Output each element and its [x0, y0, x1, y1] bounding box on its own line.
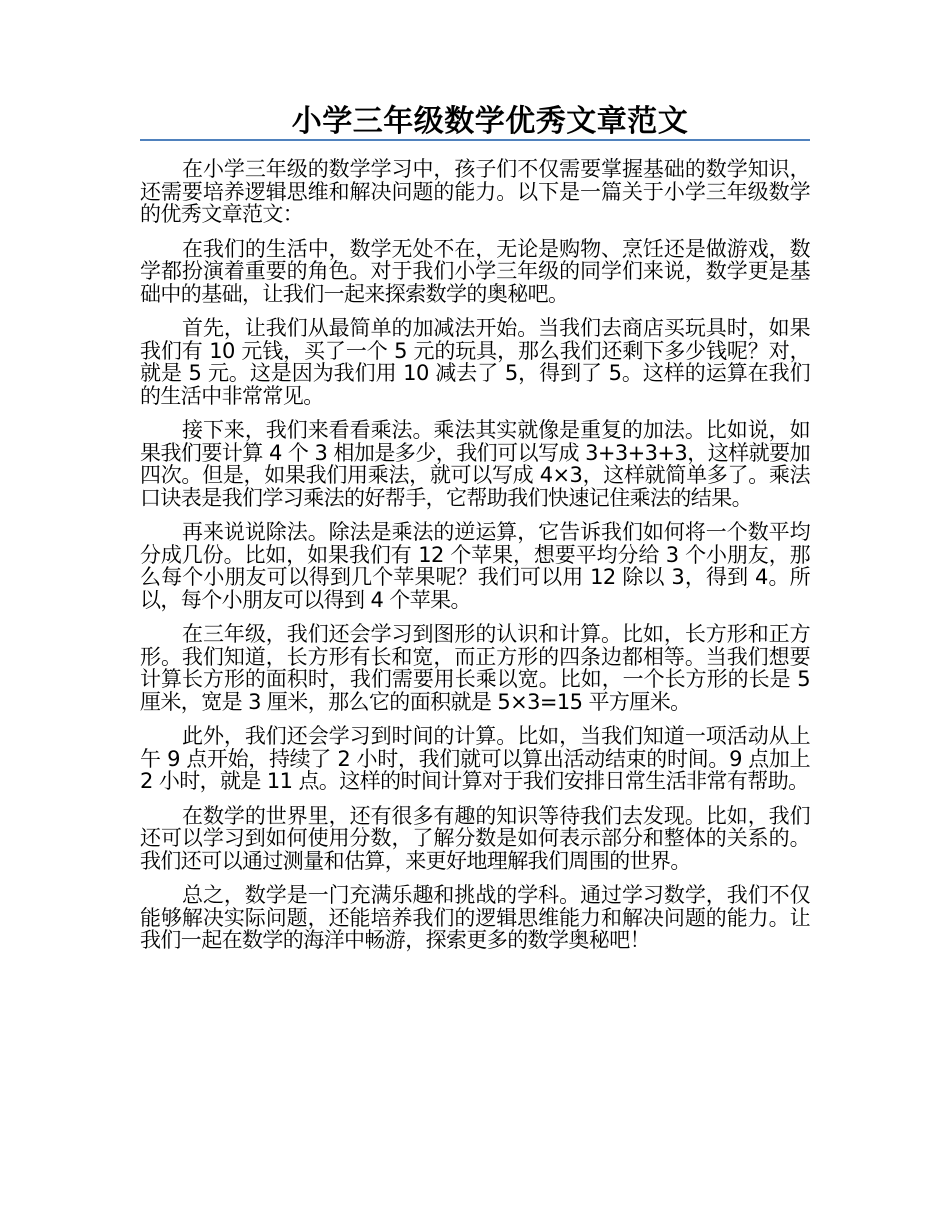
- document-title: 小学三年级数学优秀文章范文: [291, 104, 689, 139]
- title-underline-rule: [140, 139, 810, 141]
- paragraph-fractions: 在数学的世界里，还有很多有趣的知识等待我们去发现。比如，我们还可以学习到如何使用分数，了解分数是如何表示部分和整体的关系的。我们还可以通过测量和估算，来更好地理解我们周围的世界。: [140, 803, 810, 873]
- paragraph-multiplication: 接下来，我们来看看乘法。乘法其实就像是重复的加法。比如说，如果我们要计算 4 个 3 相加是多少，我们可以写成 3+3+3+3，这样就要加四次。但是，如果我们用乘法，就可以写成 4×3，这样就简单多了。乘法口诀表是我们学习乘法的好帮手，它帮助我们快速记住乘法的结果。: [140, 418, 810, 510]
- paragraph-math-everywhere: 在我们的生活中，数学无处不在，无论是购物、烹饪还是做游戏，数学都扮演着重要的角色。对于我们小学三年级的同学们来说，数学更是基础中的基础，让我们一起来探索数学的奥秘吧。: [140, 236, 810, 306]
- paragraph-intro: 在小学三年级的数学学习中，孩子们不仅需要掌握基础的数学知识，还需要培养逻辑思维和解决问题的能力。以下是一篇关于小学三年级数学的优秀文章范文：: [140, 157, 810, 226]
- paragraph-addition-subtraction: 首先，让我们从最简单的加减法开始。当我们去商店买玩具时，如果我们有 10 元钱，买了一个 5 元的玩具，那么我们还剩下多少钱呢？对，就是 5 元。这是因为我们用 10 减去了 5，得到了 5。这样的运算在我们的生活中非常常见。: [140, 316, 810, 408]
- document-body: [140, 158, 810, 964]
- paragraph-shapes: 在三年级，我们还会学习到图形的认识和计算。比如，长方形和正方形。我们知道，长方形有长和宽，而正方形的四条边都相等。当我们想要计算长方形的面积时，我们需要用长乘以宽。比如，一个长方形的长是 5 厘米，宽是 3 厘米，那么它的面积就是 5×3=15 平方厘米。: [140, 622, 810, 714]
- paragraph-division: 再来说说除法。除法是乘法的逆运算，它告诉我们如何将一个数平均分成几份。比如，如果我们有 12 个苹果，想要平均分给 3 个小朋友，那么每个小朋友可以得到几个苹果呢？我们可以用 12 除以 3，得到 4。所以，每个小朋友可以得到 4 个苹果。: [140, 520, 810, 612]
- paragraph-time: 此外，我们还会学习到时间的计算。比如，当我们知道一项活动从上午 9 点开始，持续了 2 小时，我们就可以算出活动结束的时间。9 点加上 2 小时，就是 11 点。这样的时间计算对于我们安排日常生活非常有帮助。: [140, 724, 810, 793]
- paragraph-conclusion: 总之，数学是一门充满乐趣和挑战的学科。通过学习数学，我们不仅能够解决实际问题，还能培养我们的逻辑思维能力和解决问题的能力。让我们一起在数学的海洋中畅游，探索更多的数学奥秘吧！: [140, 883, 810, 952]
